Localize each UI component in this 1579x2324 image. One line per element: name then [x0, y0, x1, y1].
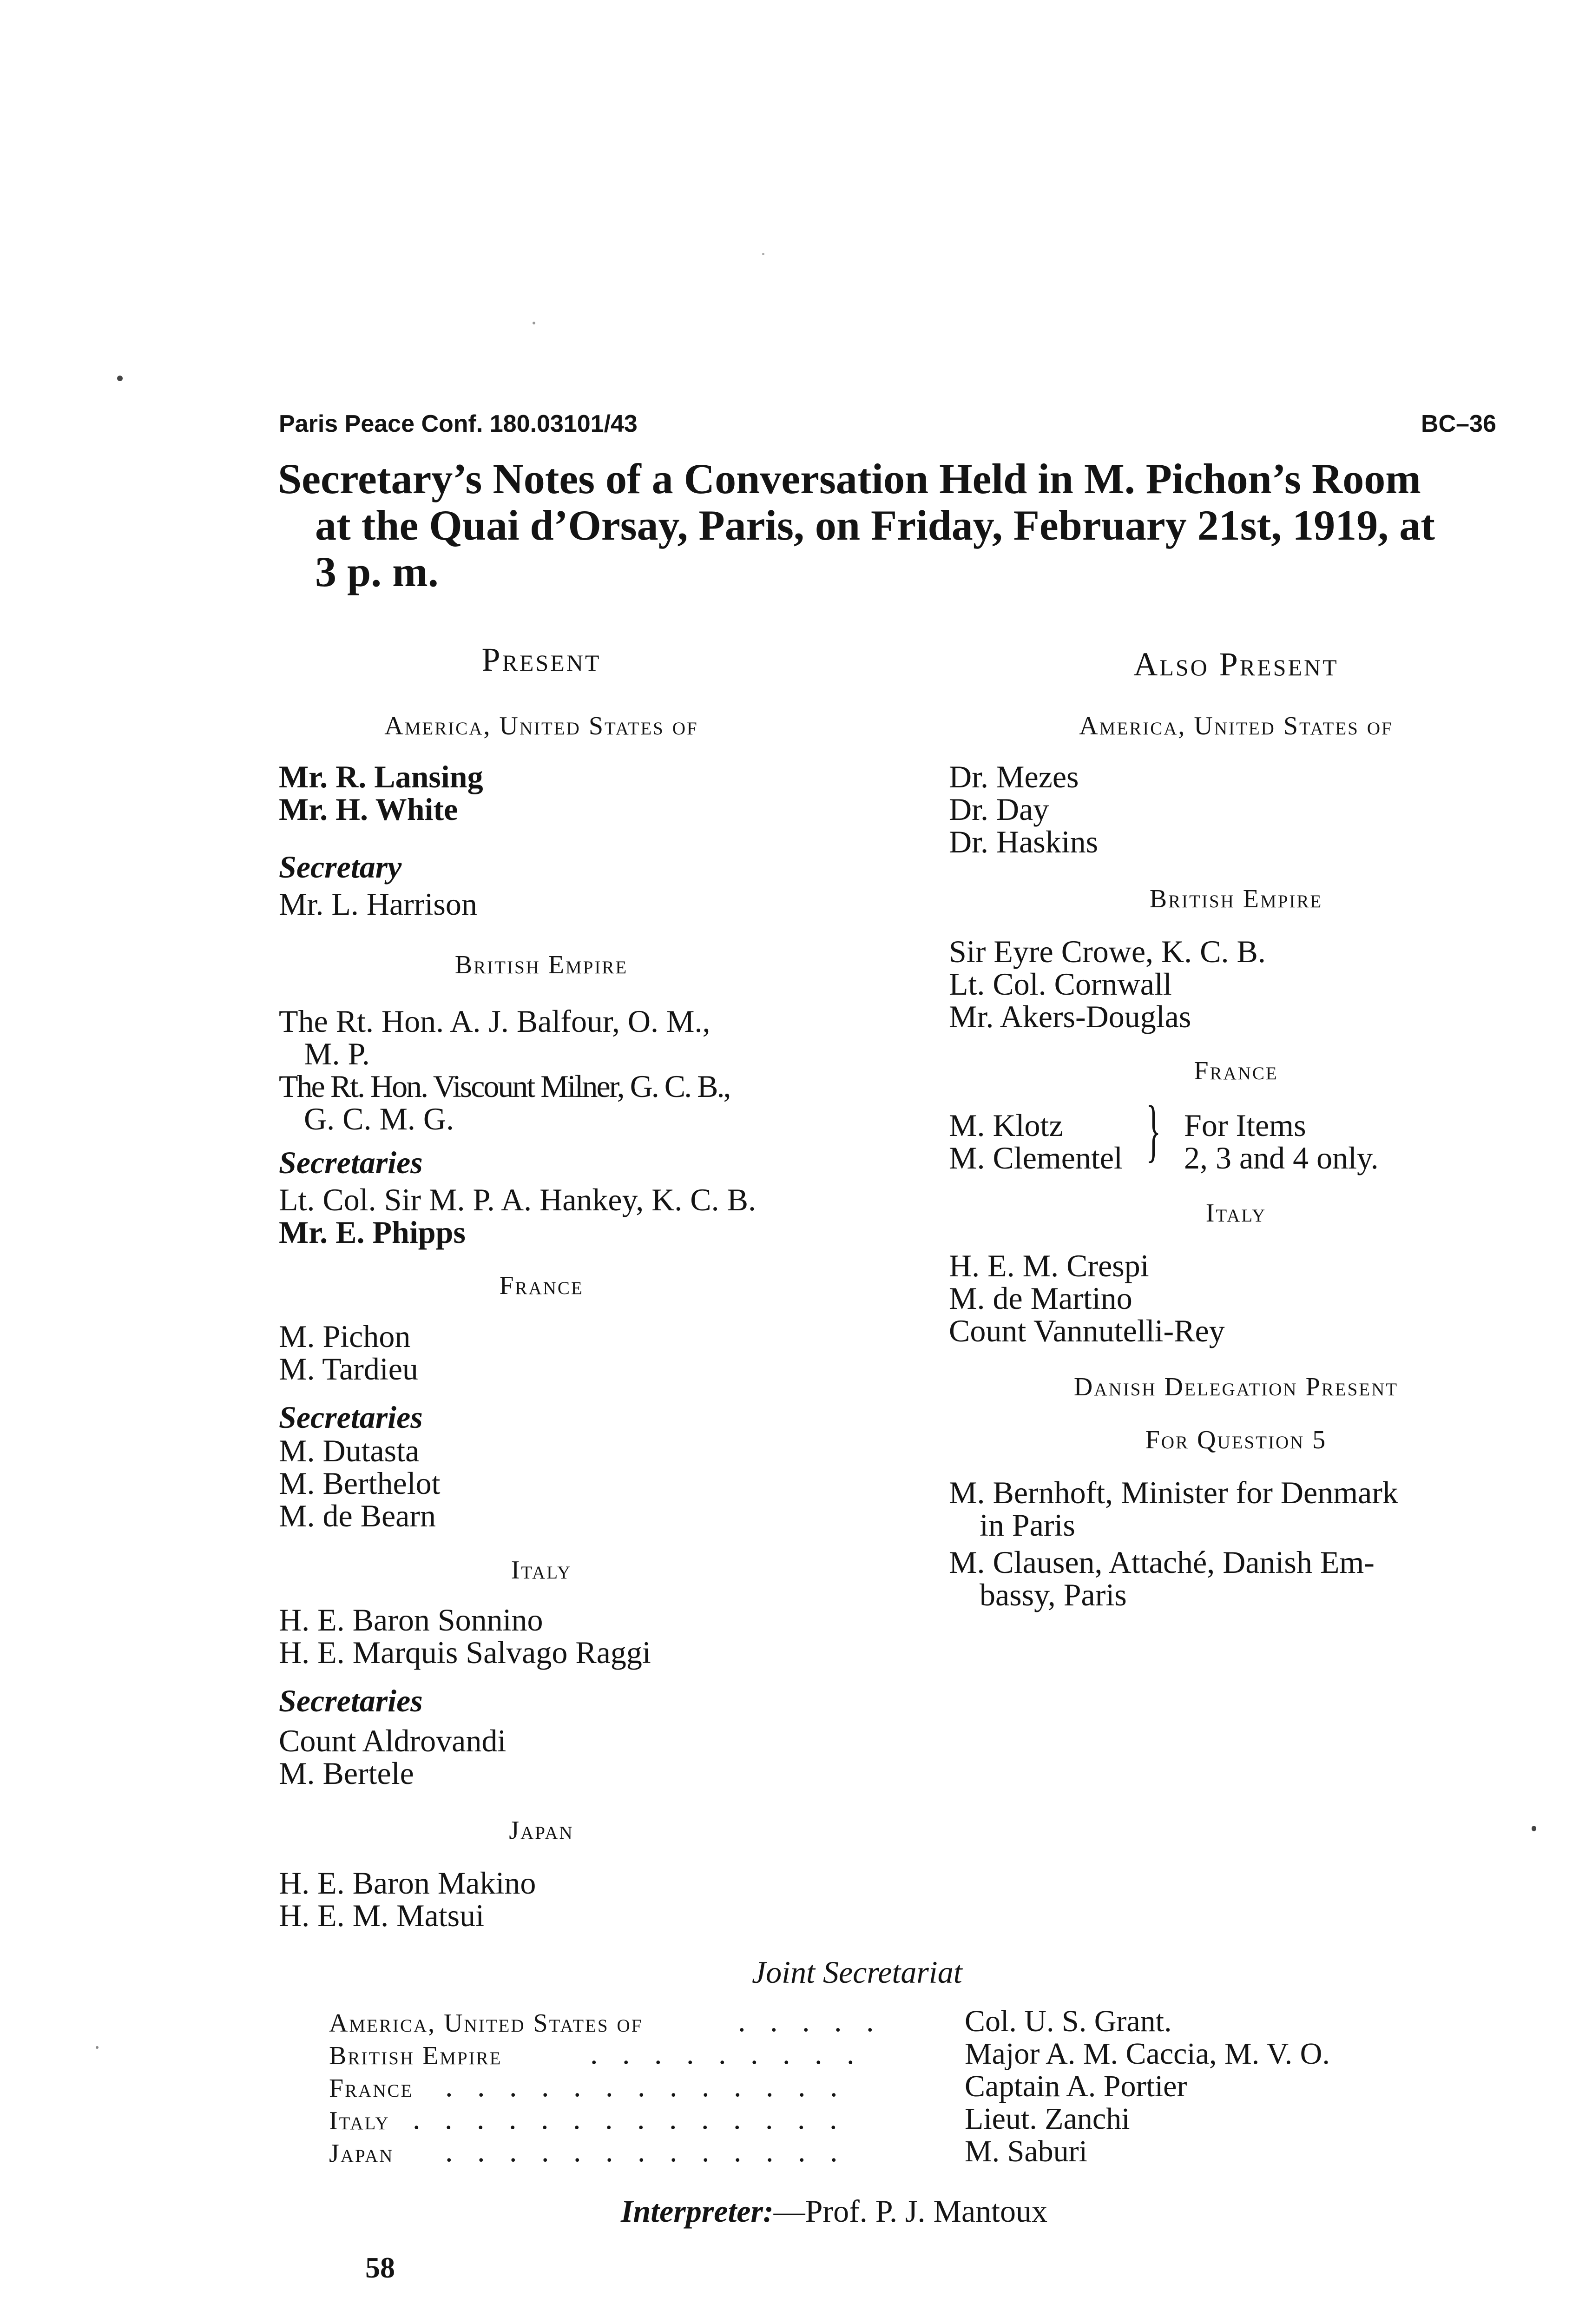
present-america-list [279, 760, 483, 825]
leader-dots: . . . . . . . . . . . . . . [413, 2102, 846, 2136]
also-france-heading: France [1194, 1056, 1278, 1085]
document-reference: Paris Peace Conf. 180.03101/43 [279, 410, 638, 437]
secretary-name: Captain A. Portier [965, 2069, 1187, 2103]
secretary-name: M. Dutasta [279, 1433, 420, 1468]
attendee-name-continued: in Paris [980, 1507, 1075, 1543]
secretary-name: Mr. E. Phipps [279, 1215, 466, 1250]
leader-dots: . . . . . [738, 2004, 882, 2038]
present-america-heading: America, United States of [384, 712, 698, 740]
present-italy-secretaries-label: Secretaries [279, 1683, 423, 1718]
attendee-name: H. E. M. Crespi [949, 1248, 1149, 1283]
delegate-name: M. Pichon [279, 1319, 411, 1354]
leader-dots: . . . . . . . . . . . . . [445, 2069, 846, 2103]
also-italy-heading: Italy [1205, 1199, 1267, 1228]
document-title [278, 456, 1514, 595]
also-america-heading: America, United States of [1079, 712, 1393, 740]
interpreter-name: —Prof. P. J. Mantoux [773, 2193, 1048, 2229]
country-name: America, United States of [329, 2009, 643, 2038]
secretary-name: Count Aldrovandi [279, 1723, 507, 1758]
secretary-name: Lieut. Zanchi [965, 2102, 1130, 2136]
present-france-heading: France [499, 1271, 584, 1300]
interpreter-line [621, 2193, 1047, 2230]
present-italy-list [279, 1604, 651, 1669]
scan-speck [117, 376, 123, 381]
bracket-icon: } [1146, 1092, 1161, 1169]
attendee-name: M. Klotz [949, 1108, 1063, 1143]
present-heading: Present [481, 641, 601, 678]
title-line-1: Secretary’s Notes of a Conversation Held in M. Pichon’s Room [278, 455, 1421, 502]
danish-question-heading: For Question 5 [1145, 1426, 1327, 1454]
delegate-name: H. E. Baron Makino [279, 1865, 536, 1901]
present-france-list [279, 1320, 418, 1385]
attendee-name: M. de Martino [949, 1281, 1132, 1316]
attendee-name: M. Bernhoft, Minister for Denmark [949, 1475, 1398, 1510]
title-line-2: at the Quai d’Orsay, Paris, on Friday, February 21st, 1919, at [315, 502, 1435, 549]
present-italy-secretaries [279, 1724, 506, 1789]
leader-dots: . . . . . . . . . . . . . [445, 2134, 846, 2168]
secretary-name: Major A. M. Caccia, M. V. O. [965, 2037, 1330, 2071]
title-line-3: 3 p. m. [315, 548, 439, 595]
present-british-secretaries-label: Secretaries [279, 1145, 423, 1180]
secretary-name: M. Saburi [965, 2134, 1087, 2168]
attendee-name: Count Vannutelli-Rey [949, 1313, 1225, 1348]
delegate-name: H. E. Marquis Salvago Raggi [279, 1635, 651, 1670]
delegate-name: Mr. H. White [279, 792, 458, 827]
secretary-name: Lt. Col. Sir M. P. A. Hankey, K. C. B. [279, 1182, 757, 1217]
also-british-heading: British Empire [1149, 885, 1323, 913]
secretary-name: M. Bertele [279, 1756, 414, 1791]
scan-speck [96, 2046, 99, 2049]
scan-speck [533, 322, 535, 324]
table-row [329, 2070, 1519, 2103]
attendee-name: Dr. Day [949, 792, 1049, 827]
table-row [329, 2038, 1519, 2070]
note-line: For Items [1184, 1108, 1306, 1143]
document-code: BC–36 [1421, 410, 1496, 437]
attendee-name: Dr. Haskins [949, 824, 1099, 859]
note-line: 2, 3 and 4 only. [1184, 1140, 1379, 1175]
joint-secretariat-heading: Joint Secretariat [752, 1954, 962, 1990]
present-japan-heading: Japan [509, 1816, 574, 1845]
attendee-name: Mr. Akers-Douglas [949, 999, 1191, 1034]
present-italy-heading: Italy [511, 1556, 572, 1585]
joint-secretariat-table [329, 2005, 1519, 2168]
present-british-list [279, 1005, 730, 1135]
attendee-name-continued: bassy, Paris [980, 1577, 1127, 1612]
also-france-list [949, 1109, 1123, 1174]
delegate-name-continued: G. C. M. G. [304, 1101, 454, 1136]
delegate-name-continued: M. P. [304, 1036, 370, 1071]
delegate-name: M. Tardieu [279, 1351, 418, 1386]
danish-delegation-list [949, 1476, 1398, 1611]
present-america-secretary-label: Secretary [279, 849, 402, 885]
present-france-secretaries-label: Secretaries [279, 1400, 423, 1435]
page-number: 58 [365, 2251, 395, 2284]
danish-delegation-heading: Danish Delegation Present [1073, 1373, 1399, 1401]
attendee-name: Sir Eyre Crowe, K. C. B. [949, 934, 1266, 969]
secretary-name: Col. U. S. Grant. [965, 2004, 1172, 2038]
present-america-secretary: Mr. L. Harrison [279, 886, 477, 922]
secretary-name: M. de Bearn [279, 1498, 436, 1533]
also-italy-list [949, 1249, 1225, 1347]
scan-speck [1532, 1826, 1536, 1831]
present-japan-list [279, 1867, 536, 1932]
table-row [329, 2135, 1519, 2168]
present-france-secretaries [279, 1434, 441, 1532]
country-name: France [329, 2074, 414, 2103]
table-row [329, 2103, 1519, 2135]
attendee-name: Dr. Mezes [949, 759, 1079, 794]
delegate-name: H. E. M. Matsui [279, 1898, 484, 1933]
interpreter-label: Interpreter: [621, 2193, 774, 2229]
delegate-name: The Rt. Hon. A. J. Balfour, O. M., [279, 1004, 711, 1039]
also-present-heading: Also Present [1133, 646, 1339, 683]
leader-dots: . . . . . . . . . [590, 2037, 863, 2071]
also-france-note [1184, 1109, 1379, 1174]
also-america-list [949, 760, 1098, 858]
also-british-list [949, 935, 1266, 1033]
attendee-name: M. Clausen, Attaché, Danish Em- [949, 1545, 1375, 1580]
country-name: British Empire [329, 2041, 502, 2070]
delegate-name: Mr. R. Lansing [279, 759, 483, 794]
delegate-name: H. E. Baron Sonnino [279, 1602, 543, 1637]
secretary-name: M. Berthelot [279, 1466, 441, 1501]
attendee-name: Lt. Col. Cornwall [949, 966, 1172, 1002]
table-row [329, 2005, 1519, 2038]
present-british-secretaries [279, 1183, 756, 1248]
present-british-heading: British Empire [454, 951, 628, 979]
country-name: Japan [329, 2139, 394, 2168]
attendee-name: M. Clementel [949, 1140, 1123, 1175]
scan-speck [762, 253, 764, 255]
delegate-name: The Rt. Hon. Viscount Milner, G. C. B., [279, 1069, 730, 1104]
country-name: Italy [329, 2106, 390, 2135]
